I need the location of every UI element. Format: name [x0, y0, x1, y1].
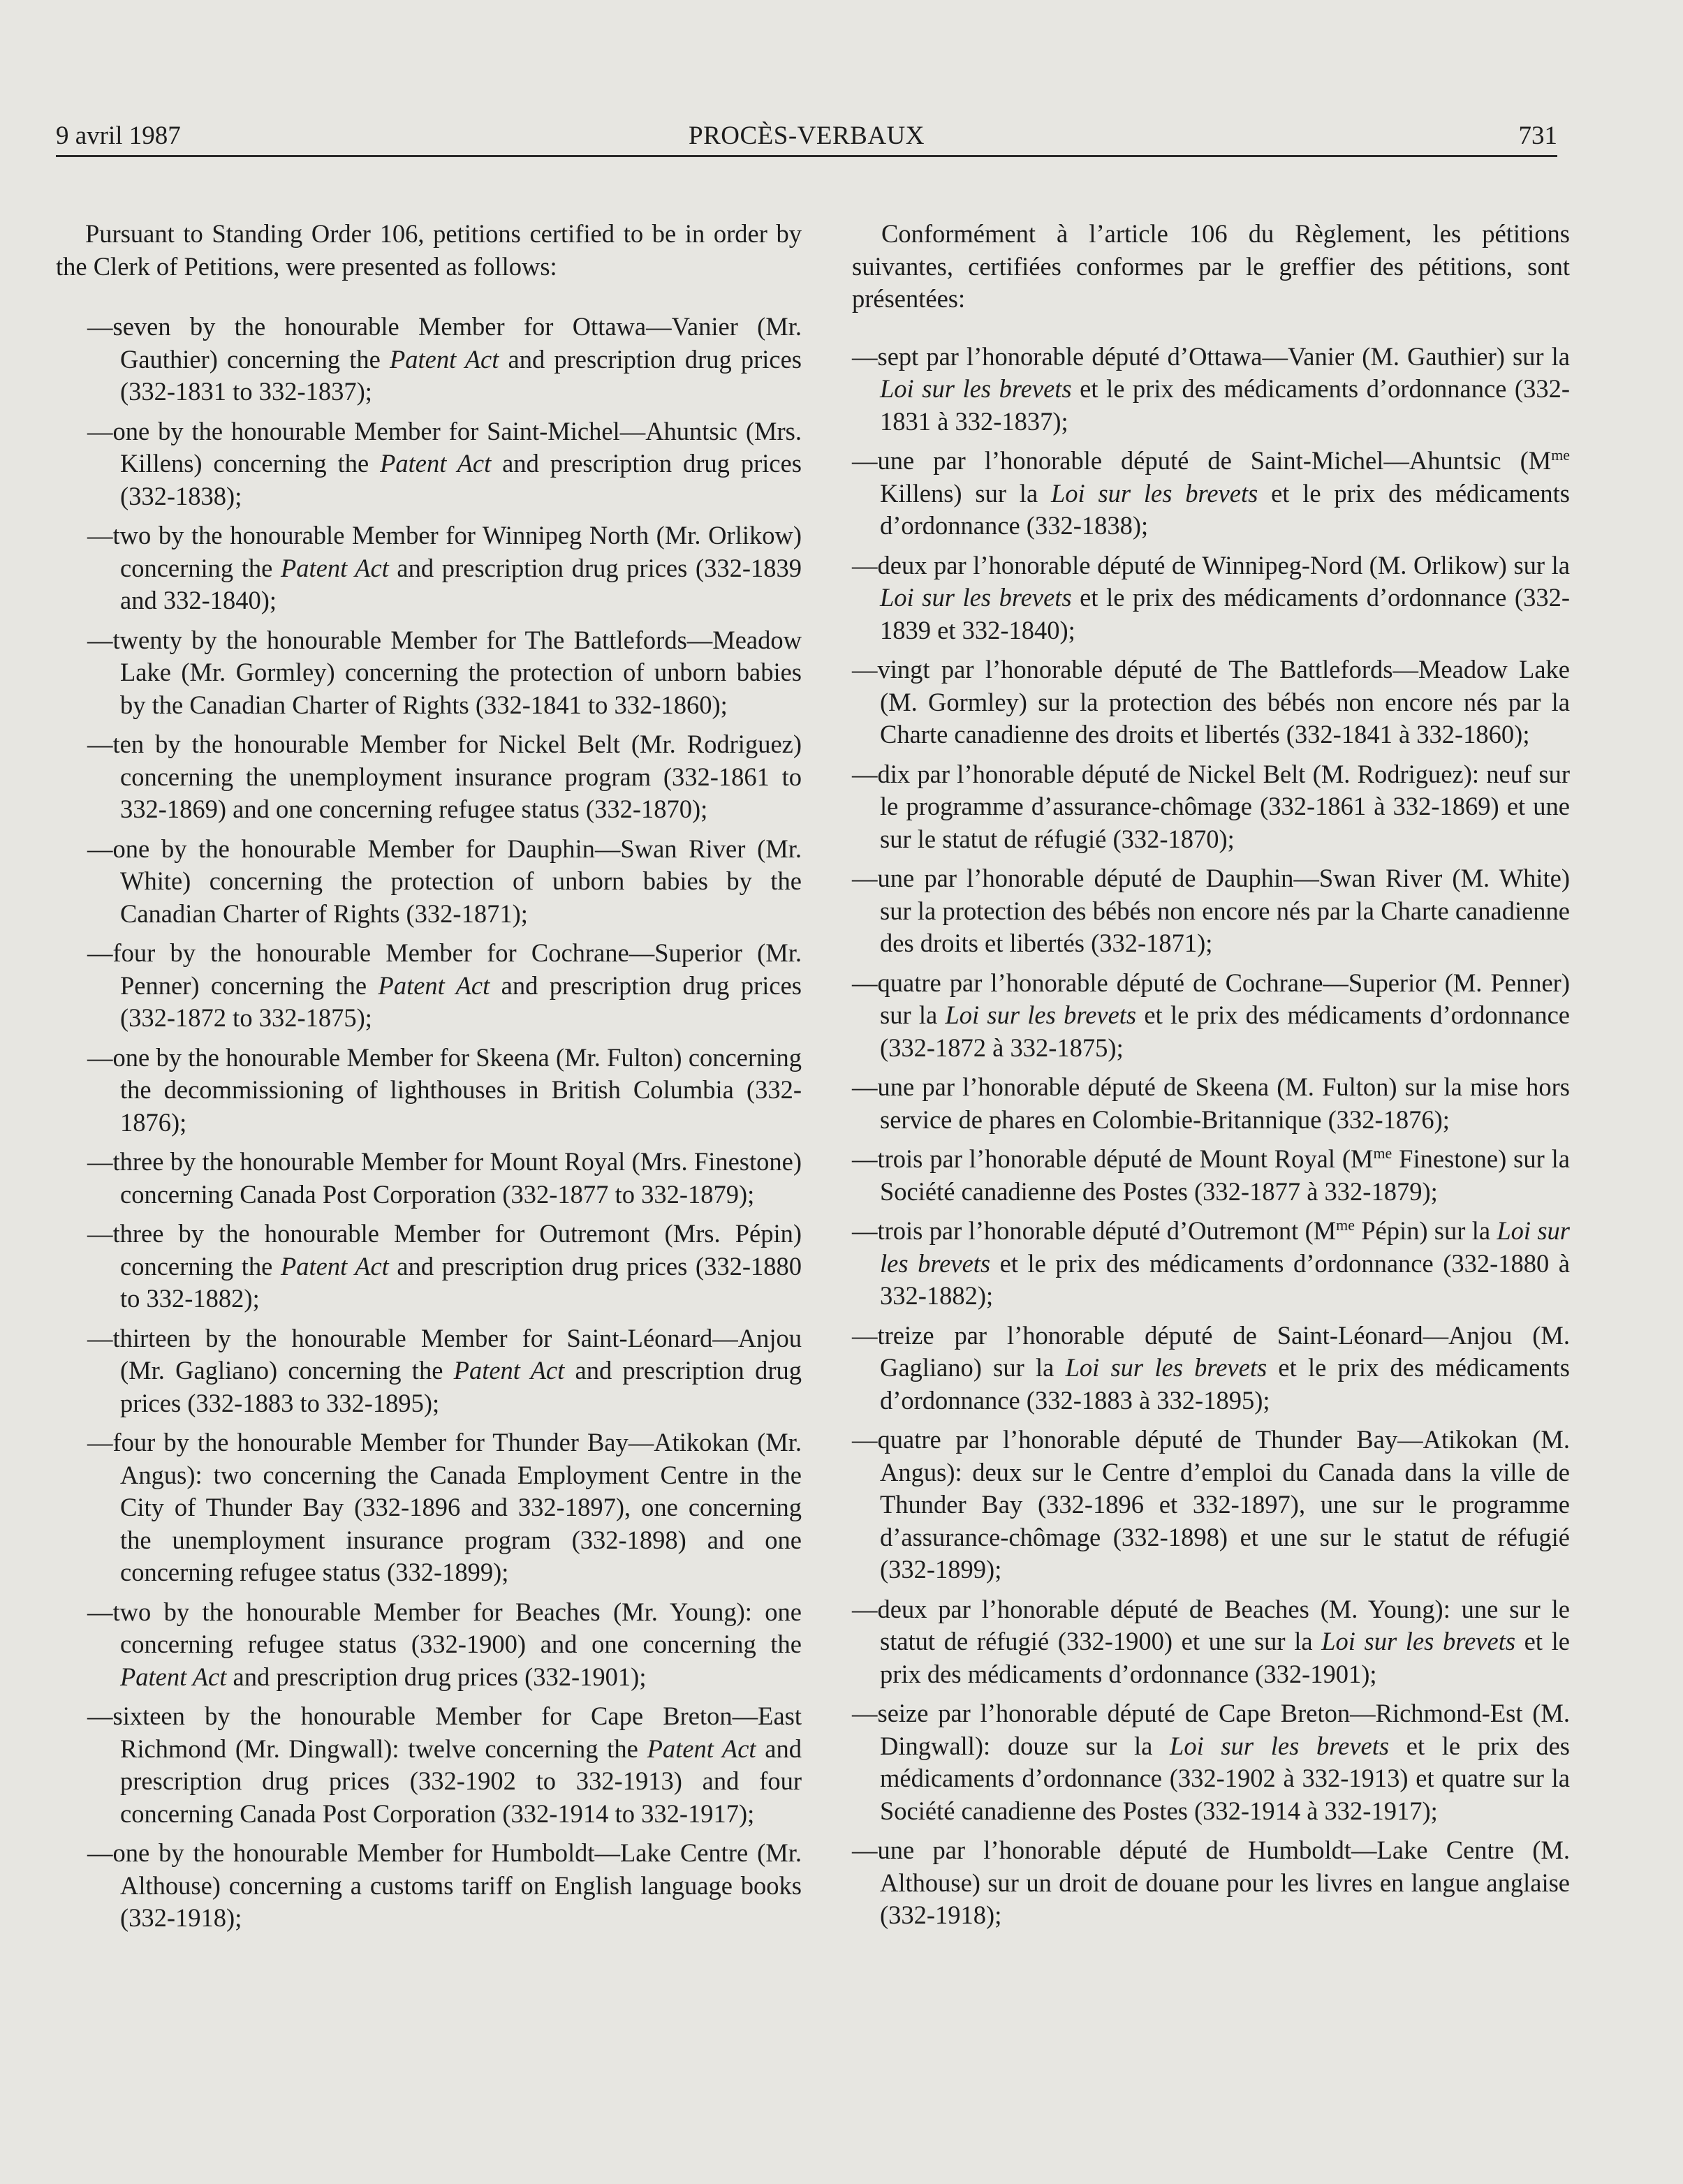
petition-text: et le prix des médicaments d’ordonnance (332-1902 à 332-1913) et quatre sur la Société canadienne des Postes (332-1914 à 332-1917);: [880, 1731, 1570, 1825]
french-petition-item: [852, 967, 1570, 1065]
french-column: [852, 218, 1570, 1939]
petition-text: —sept par l’honorable député d’Ottawa—Vanier (M. Gauthier) sur la: [852, 341, 1570, 371]
english-petition-list: [56, 311, 802, 1935]
petition-text: —deux par l’honorable député de Winnipeg-Nord (M. Orlikow) sur la: [852, 550, 1570, 580]
petition-text: —ten by the honourable Member for Nickel Belt (Mr. Rodriguez) concerning the unemployment insurance program (332-1861 to 332-1869) and one concerning refugee status (332-1870);: [87, 730, 802, 823]
page-number: 731: [1518, 121, 1557, 150]
english-petition-item: [56, 311, 802, 408]
petition-text: and prescription drug prices (332-1880 to 332-1882);: [120, 1251, 802, 1313]
petition-text: —dix par l’honorable député de Nickel Belt (M. Rodriguez): neuf sur le programme d’assurance-chômage (332-1861 à 332-1869) et une sur le statut de réfugié (332-1870);: [852, 759, 1570, 853]
petition-text: and prescription drug prices (332-1839 and 332-1840);: [120, 553, 802, 614]
act-name: Patent Act: [389, 344, 499, 374]
petition-text: —twenty by the honourable Member for The Battlefords—Meadow Lake (Mr. Gormley) concerning the protection of unborn babies by the Canadian Charter of Rights (332-1841 to 332-1860);: [87, 625, 802, 719]
petition-text: —seize par l’honorable député de Cape Breton—Richmond-Est (M. Dingwall): douze sur la: [852, 1699, 1570, 1760]
petition-text: and prescription drug prices (332-1838);: [120, 449, 802, 510]
english-petition-item: [56, 1146, 802, 1211]
english-petition-item: [56, 1426, 802, 1589]
petition-text: et le prix des médicaments d’ordonnance (332-1872 à 332-1875);: [880, 1001, 1570, 1062]
petition-text: —one by the honourable Member for Saint-Michel—Ahuntsic (Mrs. Killens) concerning the: [87, 416, 802, 478]
act-name: Loi sur les brevets: [880, 583, 1072, 612]
petition-text: —three by the honourable Member for Mount Royal (Mrs. Finestone) concerning Canada Post Corporation (332-1877 to 332-1879);: [87, 1147, 802, 1209]
act-name: Patent Act: [647, 1734, 756, 1763]
french-petition-item: [852, 341, 1570, 438]
page-header: [56, 110, 1557, 157]
title-abbrev-superscript: me: [1336, 1216, 1355, 1234]
petition-text: et le prix des médicaments d’ordonnance (332-1883 à 332-1895);: [880, 1353, 1570, 1415]
english-intro: Pursuant to Standing Order 106, petitions certified to be in order by the Clerk of Petitions, were presented as follows:: [56, 219, 802, 281]
act-name: Patent Act: [280, 1251, 389, 1281]
petition-text: Finestone) sur la Société canadienne des Postes (332-1877 à 332-1879);: [880, 1144, 1570, 1206]
english-petition-item: [56, 1700, 802, 1830]
french-intro: Conformément à l’article 106 du Règlement, les pétitions suivantes, certifiées conformes par le greffier des pétitions, sont présentées:: [852, 219, 1570, 313]
act-name: Loi sur les brevets: [880, 374, 1072, 403]
act-name: Patent Act: [280, 553, 389, 582]
french-petition-list: [852, 341, 1570, 1932]
petition-text: and prescription drug prices (332-1872 to 332-1875);: [120, 971, 802, 1032]
english-petition-item: [56, 415, 802, 513]
french-petition-item: [852, 1424, 1570, 1586]
english-petition-item: [56, 1322, 802, 1420]
petition-text: et le prix des médicaments d’ordonnance (332-1901);: [880, 1627, 1571, 1688]
petition-text: —trois par l’honorable député de Mount Royal (M: [852, 1144, 1374, 1173]
french-petition-item: [852, 1071, 1570, 1136]
act-name: Patent Act: [453, 1356, 565, 1385]
petition-text: —quatre par l’honorable député de Cochrane—Superior (M. Penner) sur la: [852, 968, 1570, 1029]
petition-text: and prescription drug prices (332-1831 to 332-1837);: [120, 344, 802, 406]
english-petition-item: [56, 937, 802, 1035]
petition-text: and prescription drug prices (332-1902 to 332-1913) and four concerning Canada Post Corporation (332-1914 to 332-1917);: [120, 1734, 802, 1828]
petition-text: —three by the honourable Member for Outremont (Mrs. Pépin) concerning the: [87, 1219, 802, 1281]
act-name: Loi sur les brevets: [945, 1001, 1137, 1029]
english-petition-item: [56, 519, 802, 617]
french-petition-item: [852, 654, 1570, 751]
petition-text: et le prix des médicaments d’ordonnance (332-1838);: [880, 478, 1570, 540]
petition-text: et le prix des médicaments d’ordonnance (332-1839 et 332-1840);: [880, 583, 1570, 644]
petition-text: —quatre par l’honorable député de Thunder Bay—Atikokan (M. Angus): deux sur le Centre d’emploi du Canada dans la ville de Thunder Bay (332-1896 et 332-1897), une sur le programme d’assurance-chômage (332-1898) et une sur le statut de réfugié (332-1899);: [852, 1425, 1570, 1584]
petition-text: —sixteen by the honourable Member for Cape Breton—East Richmond (Mr. Dingwall): twelve concerning the: [87, 1702, 802, 1763]
petition-text: Pépin) sur la: [1354, 1216, 1497, 1245]
petition-text: —vingt par l’honorable député de The Battlefords—Meadow Lake (M. Gormley) sur la protection des bébés non encore nés par la Charte canadienne des droits et libertés (332-1841 à 332-1860);: [852, 655, 1570, 748]
petition-text: —one by the honourable Member for Skeena (Mr. Fulton) concerning the decommissioning of lighthouses in British Columbia (332-1876);: [87, 1042, 802, 1137]
petition-text: Killens) sur la: [880, 478, 1051, 508]
petition-text: —une par l’honorable député de Dauphin—Swan River (M. White) sur la protection des bébés non encore nés par la Charte canadienne des droits et libertés (332-1871);: [852, 864, 1570, 957]
act-name: Patent Act: [380, 449, 492, 478]
english-petition-item: [56, 1042, 802, 1139]
french-petition-item: [852, 1215, 1570, 1313]
petition-text: —treize par l’honorable député de Saint-Léonard—Anjou (M. Gagliano) sur la: [852, 1320, 1570, 1382]
petition-text: —une par l’honorable député de Saint-Michel—Ahuntsic (M: [852, 446, 1552, 475]
french-petition-item: [852, 1143, 1570, 1208]
title-abbrev-superscript: me: [1373, 1144, 1392, 1162]
english-petition-item: [56, 1837, 802, 1935]
petition-text: —four by the honourable Member for Cochrane—Superior (Mr. Penner) concerning the: [87, 938, 802, 1000]
title-abbrev-superscript: me: [1551, 445, 1570, 464]
french-petition-item: [852, 758, 1570, 856]
petition-text: —one by the honourable Member for Humboldt—Lake Centre (Mr. Althouse) concerning a customs tariff on English language books (332-1918);: [87, 1838, 802, 1932]
petition-text: —two by the honourable Member for Beaches (Mr. Young): one concerning refugee status (332-1900) and one concerning the: [87, 1597, 802, 1658]
english-petition-item: [56, 728, 802, 826]
petition-text: —thirteen by the honourable Member for Saint-Léonard—Anjou (Mr. Gagliano) concerning the: [87, 1323, 802, 1385]
english-petition-item: [56, 1596, 802, 1694]
petition-text: —une par l’honorable député de Humboldt—Lake Centre (M. Althouse) sur un droit de douane pour les livres en langue anglaise (332-1918);: [852, 1836, 1570, 1929]
english-petition-item: [56, 1218, 802, 1315]
petition-text: —four by the honourable Member for Thunder Bay—Atikokan (Mr. Angus): two concerning the Canada Employment Centre in the City of Thunder Bay (332-1896 and 332-1897), one concerning the unemployment insurance program (332-1898) and one concerning refugee status (332-1899);: [87, 1428, 802, 1586]
act-name: Loi sur les brevets: [880, 1216, 1571, 1278]
petition-text: —seven by the honourable Member for Ottawa—Vanier (Mr. Gauthier) concerning the: [87, 312, 802, 374]
act-name: Loi sur les brevets: [1065, 1353, 1267, 1382]
petition-text: and prescription drug prices (332-1883 to 332-1895);: [120, 1356, 802, 1417]
act-name: Loi sur les brevets: [1050, 478, 1258, 508]
petition-text: —une par l’honorable député de Skeena (M. Fulton) sur la mise hors service de phares en Colombie-Britannique (332-1876);: [852, 1072, 1570, 1134]
petition-text: —one by the honourable Member for Dauphin—Swan River (Mr. White) concerning the protection of unborn babies by the Canadian Charter of Rights (332-1871);: [87, 834, 802, 928]
act-name: Patent Act: [120, 1662, 227, 1691]
english-petition-item: [56, 624, 802, 722]
act-name: Patent Act: [378, 971, 490, 1000]
petition-text: —two by the honourable Member for Winnipeg North (Mr. Orlikow) concerning the: [87, 521, 802, 582]
english-column: [56, 218, 802, 1942]
english-petition-item: [56, 833, 802, 931]
petition-text: et le prix des médicaments d’ordonnance (332-1831 à 332-1837);: [880, 374, 1570, 436]
french-petition-item: [852, 445, 1570, 543]
act-name: Loi sur les brevets: [1321, 1627, 1516, 1655]
header-date: 9 avril 1987: [56, 121, 181, 150]
petition-text: —trois par l’honorable député d’Outremont (M: [852, 1216, 1337, 1245]
french-petition-item: [852, 1320, 1570, 1417]
french-petition-item: [852, 549, 1570, 647]
header-title: PROCÈS-VERBAUX: [689, 121, 925, 150]
french-petition-item: [852, 1593, 1570, 1691]
french-petition-item: [852, 1697, 1570, 1827]
petition-text: —deux par l’honorable député de Beaches (M. Young): une sur le statut de réfugié (332-1900) et une sur la: [852, 1594, 1570, 1655]
petition-text: and prescription drug prices (332-1901);: [226, 1662, 647, 1691]
french-petition-item: [852, 1834, 1570, 1932]
french-petition-item: [852, 862, 1570, 960]
act-name: Loi sur les brevets: [1170, 1731, 1390, 1760]
petition-text: et le prix des médicaments d’ordonnance (332-1880 à 332-1882);: [880, 1248, 1570, 1310]
